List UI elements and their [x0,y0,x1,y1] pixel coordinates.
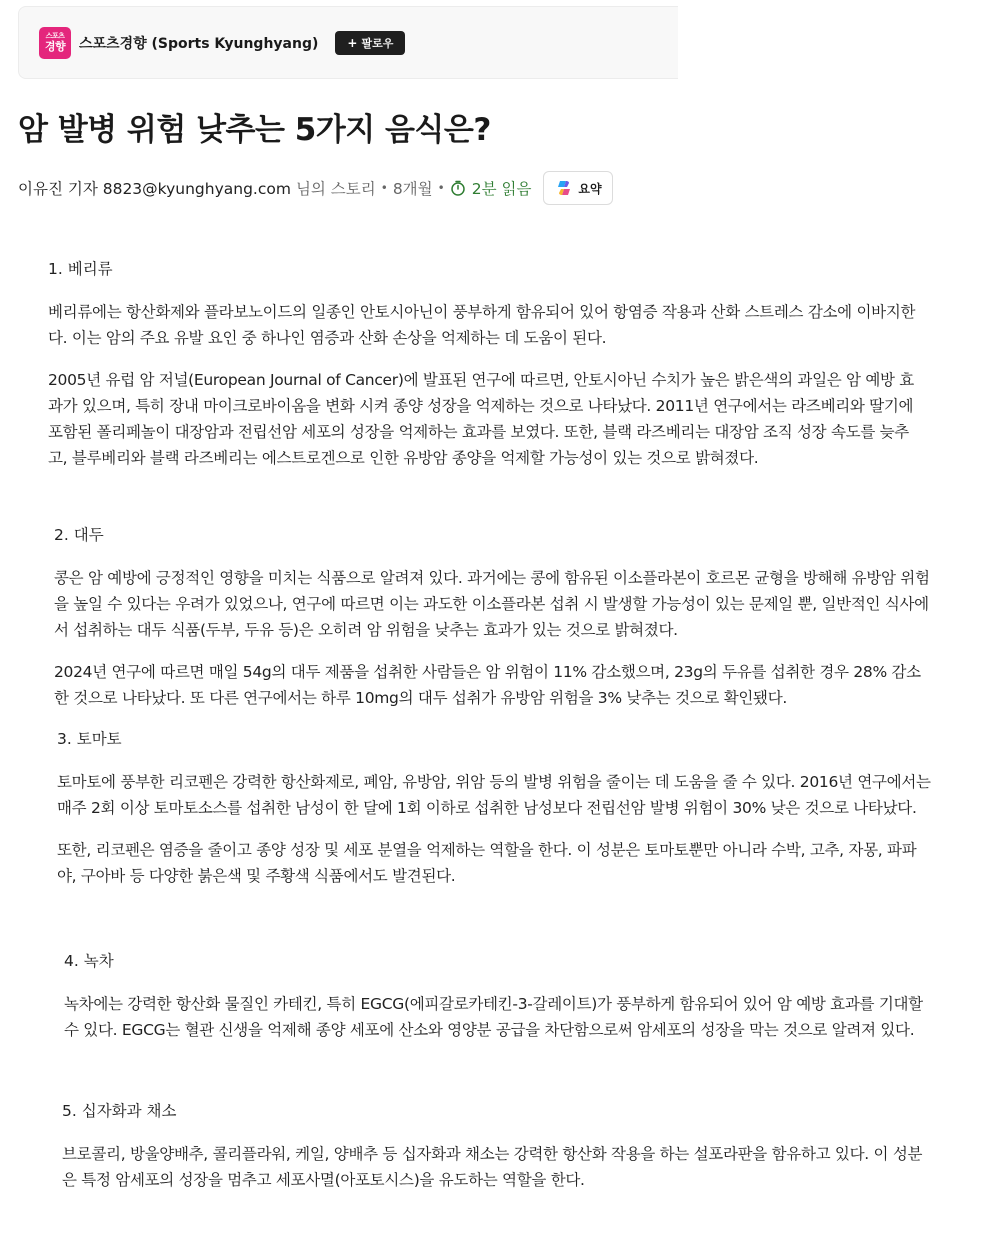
summary-button[interactable] [543,171,612,205]
section-heading: 5. 십자화과 채소 [62,1102,177,1120]
section-soybeans [54,523,934,711]
section-paragraph: 2024년 연구에 따르면 매일 54g의 대두 제품을 섭취한 사람들은 암 위험이 11% 감소했으며, 23g의 두유를 섭취한 경우 28% 감소한 것으로 나타났다. 또 다른 연구에서는 하루 10mg의 대두 섭취가 유방암 위험을 3% 낮추는 것으로 확인됐다. [54,663,921,707]
timer-icon [450,180,466,196]
article-age: 8개월 [392,180,433,198]
publisher-bar [18,6,678,79]
read-time [450,177,532,199]
summary-label: 요약 [578,181,602,196]
article-title: 암 발병 위험 낮추는 5가지 음식은? [18,112,491,148]
follow-button[interactable] [335,31,405,55]
section-paragraph: 베리류에는 항산화제와 플라보노이드의 일종인 안토시아닌이 풍부하게 함유되어 있어 항염증 작용과 산화 스트레스 감소에 이바지한다. 이는 암의 주요 유발 요인 중 하나인 염증과 산화 손상을 억제하는 데 도움이 된다. [48,303,916,347]
section-heading: 2. 대두 [54,526,104,544]
section-heading: 4. 녹차 [64,952,114,970]
section-paragraph: 2005년 유럽 암 저널(European Journal of Cancer)에 발표된 연구에 따르면, 안토시아닌 수치가 높은 밝은색의 과일은 암 예방 효과가 있으며, 특히 장내 마이크로바이옴을 변화 시켜 종양 성장을 억제하는 것으로 나타났다. 2011년 연구에서는 라즈베리와 딸기에 포함된 폴리페놀이 대장암과 전립선암 세포의 성장을 억제하는 효과를 보였다. 또한, 블랙 라즈베리는 대장암 조직 성장 속도를 늦추고, 블루베리와 블랙 라즈베리는 에스트로겐으로 인한 유방암 종양을 억제할 가능성이 있는 것으로 밝혀졌다. [48,371,914,467]
publisher-name[interactable]: 스포츠경향 (Sports Kyunghyang) [79,35,319,52]
section-cruciferous [62,1099,934,1193]
author[interactable]: 이유진 기자 8823@kyunghyang.com [18,180,291,198]
byline [18,171,613,205]
section-paragraph: 브로콜리, 방울양배추, 콜리플라워, 케일, 양배추 등 십자화과 채소는 강력한 항산화 작용을 하는 설포라판을 함유하고 있다. 이 성분은 특정 암세포의 성장을 멈추고 세포사멸(아포토시스)을 유도하는 역할을 한다. [62,1145,923,1189]
section-paragraph: 녹차에는 강력한 항산화 물질인 카테킨, 특히 EGCG(에피갈로카테킨-3-갈레이트)가 풍부하게 함유되어 있어 암 예방 효과를 기대할 수 있다. EGCG는 혈관 신생을 억제해 종양 세포에 산소와 영양분 공급을 차단함으로써 암세포의 성장을 막는 것으로 알려져 있다. [64,995,923,1039]
story-suffix: 님의 스토리 [295,180,376,198]
publisher-logo-line2: 경향 [44,40,66,53]
publisher-logo[interactable] [39,27,71,59]
section-green-tea [64,949,930,1043]
section-berries [48,257,928,471]
follow-label: 팔로우 [361,36,394,50]
section-paragraph: 또한, 리코펜은 염증을 줄이고 종양 성장 및 세포 분열을 억제하는 역할을 한다. 이 성분은 토마토뿐만 아니라 수박, 고추, 자몽, 파파야, 구아바 등 다양한 붉은색 및 주황색 식품에서도 발견된다. [57,841,917,885]
separator-dot: • [380,181,388,195]
section-heading: 1. 베리류 [48,260,113,278]
copilot-icon [554,178,574,198]
section-paragraph: 콩은 암 예방에 긍정적인 영향을 미치는 식품으로 알려져 있다. 과거에는 콩에 함유된 이소플라본이 호르몬 균형을 방해해 유방암 위험을 높일 수 있다는 우려가 있었으나, 연구에 따르면 이는 과도한 이소플라본 섭취 시 발생할 가능성이 있는 문제일 뿐, 일반적인 식사에서 섭취하는 대두 식품(두부, 두유 등)은 오히려 암 위험을 낮추는 효과가 있는 것으로 밝혀졌다. [54,569,930,639]
separator-dot: • [437,181,445,195]
publisher-logo-line1: 스포츠 [45,32,65,40]
plus-icon: + [347,35,358,50]
section-tomato [57,727,934,889]
section-paragraph: 토마토에 풍부한 리코펜은 강력한 항산화제로, 폐암, 유방암, 위암 등의 발병 위험을 줄이는 데 도움을 줄 수 있다. 2016년 연구에서는 매주 2회 이상 토마토소스를 섭취한 남성이 한 달에 1회 이하로 섭취한 남성보다 전립선암 발병 위험이 30% 낮은 것으로 나타났다. [57,773,931,817]
read-time-label: 2분 읽음 [471,180,532,198]
section-heading: 3. 토마토 [57,730,122,748]
